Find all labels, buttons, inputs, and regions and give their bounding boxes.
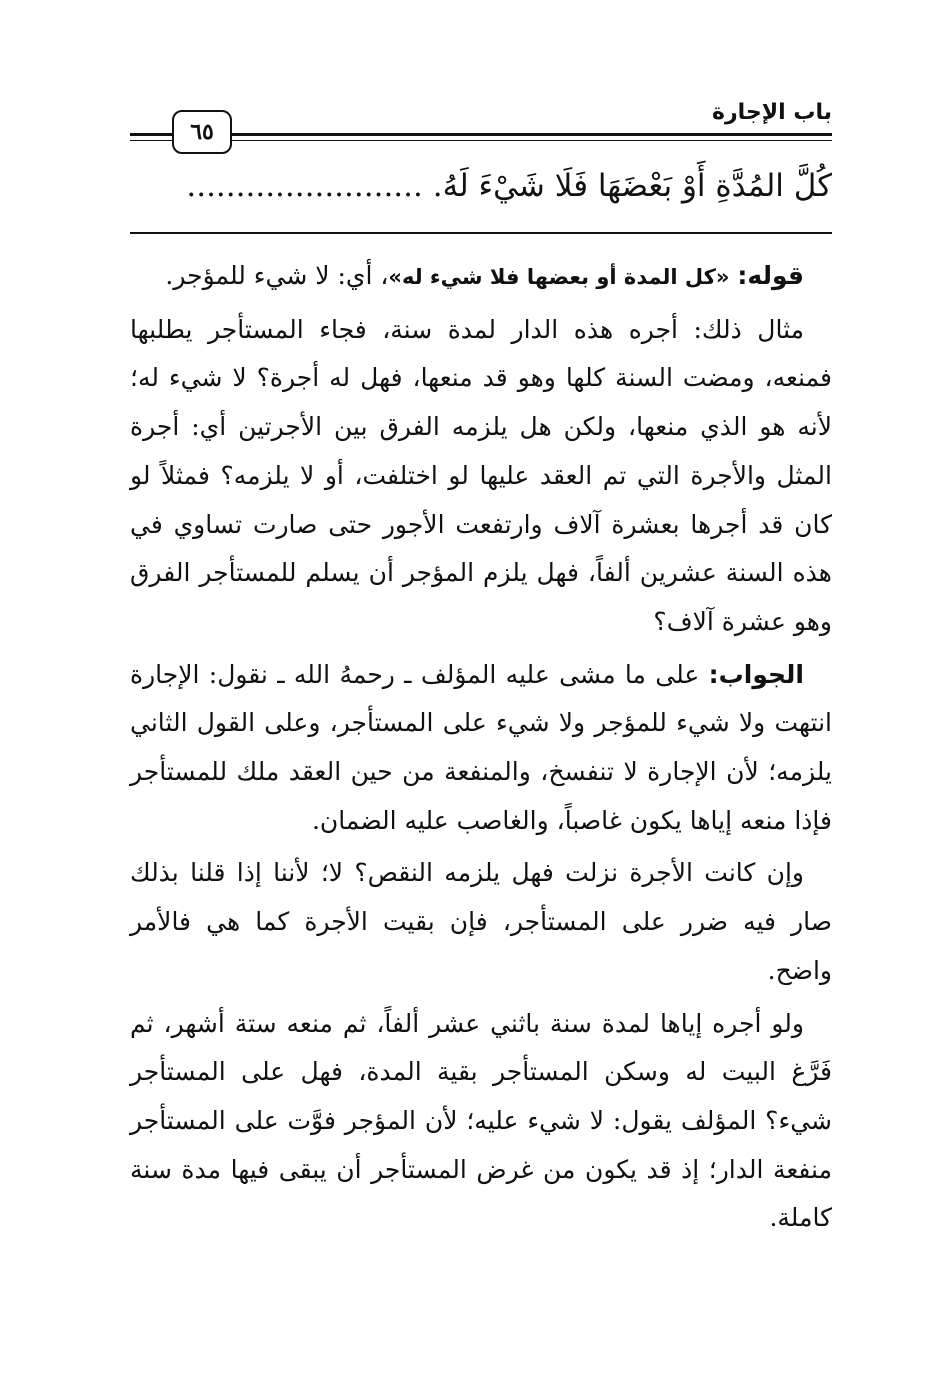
- header-rule-left-thin: [130, 140, 172, 141]
- header-rule: [230, 133, 832, 136]
- paragraph-text: ، أي: لا شيء للمؤجر.: [165, 261, 389, 290]
- chapter-title: باب الإجارة: [712, 100, 832, 125]
- answer-label: الجواب:: [708, 659, 804, 689]
- matn-quote: «كل المدة أو بعضها فلا شيء له»: [388, 265, 730, 289]
- paragraph: [130, 252, 832, 302]
- header-rule-thin: [230, 140, 832, 141]
- matn-divider: [130, 232, 832, 234]
- matn-text: كُلَّ المُدَّةِ أَوْ بَعْضَهَا فَلَا شَيْءَ لَهُ. ........................: [186, 168, 832, 204]
- paragraph: [130, 651, 832, 846]
- page-number: ٦٥: [172, 110, 232, 154]
- header-rule-left: [130, 133, 172, 136]
- paragraph-text: على ما مشى عليه المؤلف ـ رحمهُ الله ـ نقول: الإجارة انتهت ولا شيء للمؤجر ولا شيء على المستأجر، وعلى القول الثاني يلزمه؛ لأن الإجارة لا تنفسخ، والمنفعة من حين العقد ملك للمستأجر فإذا منعه إياها يكون غاصباً، والغاصب عليه الضمان.: [130, 659, 832, 835]
- commentary-body: [130, 252, 832, 1247]
- paragraph: وإن كانت الأجرة نزلت فهل يلزمه النقص؟ لا؛ لأننا إذا قلنا بذلك صار فيه ضرر على المستأجر، فإن بقيت الأجرة كما هي فالأمر واضح.: [130, 858, 832, 985]
- paragraph: مثال ذلك: أجره هذه الدار لمدة سنة، فجاء المستأجر يطلبها فمنعه، ومضت السنة كلها وهو قد منعها، فهل له أجرة؟ لا شيء له؛ لأنه هو الذي منعها، ولكن هل يلزمه الفرق بين الأجرتين أي: أجرة المثل والأجرة التي تم العقد عليها لو اختلفت، أو لا يلزمه؟ فمثلاً لو كان قد أجرها بعشرة آلاف وارتفعت الأجور حتى صارت تساوي في هذه السنة عشرين ألفاً، فهل يلزم المؤجر أن يسلم للمستأجر الفرق وهو عشرة آلاف؟: [130, 314, 832, 636]
- qawluhu-label: قوله:: [737, 261, 804, 290]
- page-header: [130, 100, 832, 156]
- paragraph: ولو أجره إياها لمدة سنة باثني عشر ألفاً، ثم منعه ستة أشهر، ثم فَرَّغ البيت له وسكن المستأجر بقية المدة، فهل على المستأجر شيء؟ المؤلف يقول: لا شيء عليه؛ لأن المؤجر فوَّت على المستأجر منفعة الدار؛ إذ قد يكون من غرض المستأجر أن يبقى فيها مدة سنة كاملة.: [130, 1008, 832, 1233]
